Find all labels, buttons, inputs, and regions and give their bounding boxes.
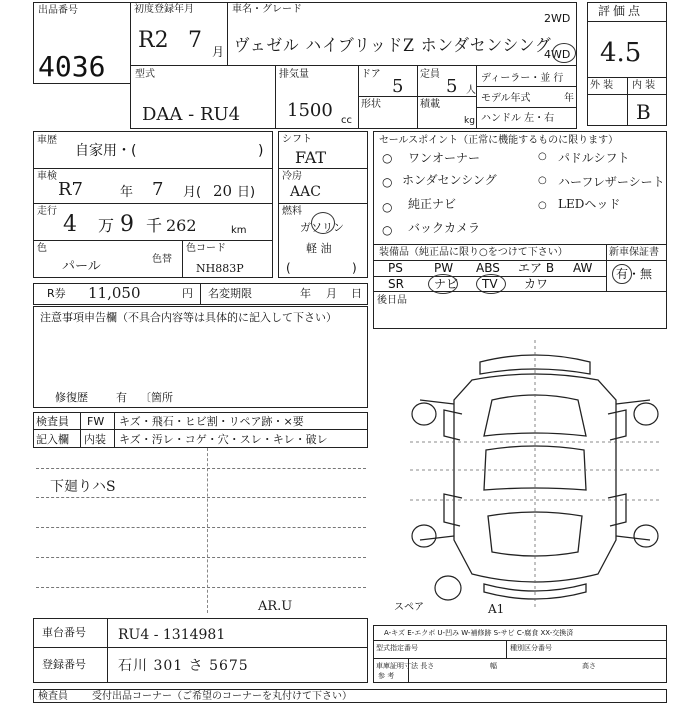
legend-designated-no: 型式指定番号 [376, 644, 418, 652]
registration-value: 石川 301 さ 5675 [118, 658, 249, 674]
spare-value: A1 [488, 602, 505, 616]
warranty-label: 新車保証書 [609, 247, 659, 258]
name-change-day: 日 [351, 287, 362, 300]
sales-point-item: ホンダセンシング [402, 173, 497, 187]
warranty-circle [612, 264, 632, 284]
warranty-value: 有・無 [616, 267, 653, 281]
recycle-value: 11,050 [88, 284, 141, 302]
inspection-label: 車検 [37, 171, 57, 182]
footer-note: 受付出品コーナー（ご希望のコーナーを丸付けて下さい） [92, 691, 352, 702]
chassis-label: 車台番号 [42, 626, 86, 639]
shape-label: 形状 [361, 99, 381, 110]
recycle-label: R券 [47, 287, 66, 300]
mileage-sen: 9 [120, 212, 134, 237]
mileage-sen-unit: 千 [146, 216, 163, 235]
drive-4wd: 4WD [544, 48, 571, 61]
first-reg-era: R2 [138, 28, 169, 53]
inspection-month-unit: 月( [183, 185, 202, 200]
sales-points-label: セールスポイント（正常に機能するものに限ります） [379, 135, 619, 146]
shift-value: FAT [295, 148, 327, 167]
fuel-circle [311, 212, 335, 234]
repair-value: 有 [116, 391, 127, 404]
model-type-value: DAA - RU4 [142, 104, 241, 125]
model-type-label: 型式 [135, 69, 155, 80]
legend-width: 幅 [490, 662, 497, 670]
lot-label: 出品番号 [38, 5, 78, 16]
shift-label: シフト [282, 134, 312, 145]
name-change-label: 名変期限 [208, 287, 252, 300]
mileage-rest: 262 [166, 216, 197, 235]
legend-height: 高さ [582, 662, 596, 670]
first-reg-month-unit: 月 [212, 45, 225, 59]
footer-label: 検査員 [38, 691, 68, 702]
color-code-value: NH883P [196, 262, 244, 275]
capacity-value: 5 [446, 76, 458, 97]
equipment-item: AW [573, 261, 593, 275]
inspection-month: 7 [152, 179, 164, 200]
entry-interior-items: キズ・汚レ・コゲ・穴・スレ・キレ・破レ [119, 433, 328, 446]
color-change-label: 色替 [152, 254, 172, 265]
notes-label: 注意事項申告欄（不具合内容等は具体的に記入して下さい） [40, 311, 337, 324]
equipment-item: ナビ [434, 277, 459, 291]
score-label: 評価点 [598, 4, 644, 18]
legend-ref: 参 考 [378, 672, 395, 680]
score-value: 4.5 [600, 38, 642, 68]
color-code-label: 色コード [186, 243, 226, 254]
chassis-value: RU4 - 1314981 [118, 627, 226, 643]
entry-label: 記入欄 [36, 433, 69, 446]
inspection-year-unit: 年 [120, 185, 134, 200]
drive-2wd: 2WD [544, 12, 571, 25]
equipment-item: ABS [476, 261, 500, 275]
inspector-fw: FW [87, 415, 105, 428]
history-box [33, 131, 273, 169]
equipment-item: エア B [518, 261, 555, 275]
sales-point-item: ハーフレザーシート [558, 175, 665, 189]
load-label: 積載 [420, 99, 440, 110]
fuel-paren-close: ) [352, 261, 357, 275]
displacement-value: 1500 [287, 100, 333, 121]
sales-point-item: LEDヘッド [558, 197, 621, 211]
equipment-item: カワ [524, 277, 549, 291]
equipment-item: SR [388, 277, 404, 291]
first-reg-month: 7 [188, 28, 202, 53]
equipment-label: 装備品（純正品に限り○をつけて下さい） [379, 247, 568, 258]
car-diagram [410, 340, 660, 610]
aftermarket-label: 後日品 [377, 295, 407, 306]
inspection-day-unit: 日) [237, 185, 256, 200]
sales-point-item: 純正ナビ [408, 197, 457, 211]
sales-points-list: ○ ワンオーナー ○ パドルシフト ○ ホンダセンシング ○ ハーフレザーシート ○ 純正ナビ ○ LEDヘッド ○ バックカメラ [382, 151, 665, 237]
cooler-label: 冷房 [282, 171, 302, 182]
dealer-label: ディーラー・並 行 [481, 73, 564, 84]
capacity-unit: 人 [466, 85, 476, 96]
repair-label: 修復歴 [55, 391, 88, 404]
aftermarket-box [373, 291, 667, 329]
doors-label: ドア [361, 69, 381, 80]
fuel-paren-open: ( [286, 261, 291, 275]
recycle-unit: 円 [182, 287, 193, 300]
legend-cert-length: 車庫証明寸法 長さ [376, 662, 435, 670]
legend-codes: A-キズ E-エクボ U-凹み W-補修跡 S-サビ C-腐食 XX-交換済 [384, 629, 574, 637]
mileage-label: 走行 [37, 206, 57, 217]
model-year-label: モデル年式 [481, 93, 531, 104]
repair-spot: 〔箇所 [140, 391, 173, 404]
doors-value: 5 [392, 76, 404, 97]
handle-label: ハンドル 左・右 [481, 113, 555, 124]
equipment-item: PW [434, 261, 454, 275]
model-name-value: ヴェゼル ハイブリッドZ ホンダセンシング [234, 36, 552, 56]
drive-circle [552, 43, 576, 63]
condition-note: AR.U [258, 599, 293, 614]
exterior-label: 外 装 [590, 80, 614, 91]
history-close: ) [258, 143, 264, 159]
equipment-item: PS [388, 261, 403, 275]
color-label: 色 [37, 243, 47, 254]
inspection-era: R7 [58, 179, 84, 200]
legend-class-no: 種別区分番号 [510, 644, 552, 652]
registration-label: 登録番号 [42, 658, 86, 671]
interior-label: 内 装 [632, 80, 656, 91]
load-unit: kg [464, 116, 475, 126]
mileage-man-unit: 万 [98, 216, 115, 235]
model-year-unit: 年 [564, 93, 574, 104]
lot-number: 4036 [38, 50, 106, 83]
inspector-label: 検査員 [36, 415, 69, 428]
displacement-unit: cc [341, 115, 352, 126]
mileage-unit: km [231, 225, 247, 236]
name-change-month: 月 [326, 287, 337, 300]
name-change-year: 年 [300, 287, 311, 300]
cooler-value: AAC [290, 184, 321, 200]
interior-score: B [636, 100, 651, 124]
equipment-item: TV [482, 277, 498, 291]
sales-point-item: バックカメラ [408, 221, 481, 235]
fuel-gasoline: ガソリン [300, 221, 344, 234]
model-name-label: 車名・グレード [232, 4, 302, 15]
capacity-label: 定員 [420, 69, 440, 80]
first-reg-label: 初度登録年月 [134, 4, 194, 15]
fuel-diesel: 軽 油 [306, 242, 332, 255]
history-label: 車歴 [37, 135, 57, 146]
handwritten-note: 下廻りハS [50, 479, 116, 495]
mileage-man: 4 [63, 212, 77, 237]
history-value: 自家用・( [75, 143, 137, 159]
displacement-label: 排気量 [279, 69, 309, 80]
entry-interior: 内装 [84, 433, 106, 446]
sales-point-item: パドルシフト [558, 151, 630, 165]
inspector-fw-items: キズ・飛石・ヒビ割・リペア跡・×要 [119, 415, 304, 428]
color-value: パール [62, 259, 101, 274]
inspection-day: 20 [213, 182, 233, 200]
fuel-label: 燃料 [282, 206, 302, 217]
sales-point-item: ワンオーナー [408, 151, 481, 165]
spare-label: スペア [394, 602, 424, 613]
